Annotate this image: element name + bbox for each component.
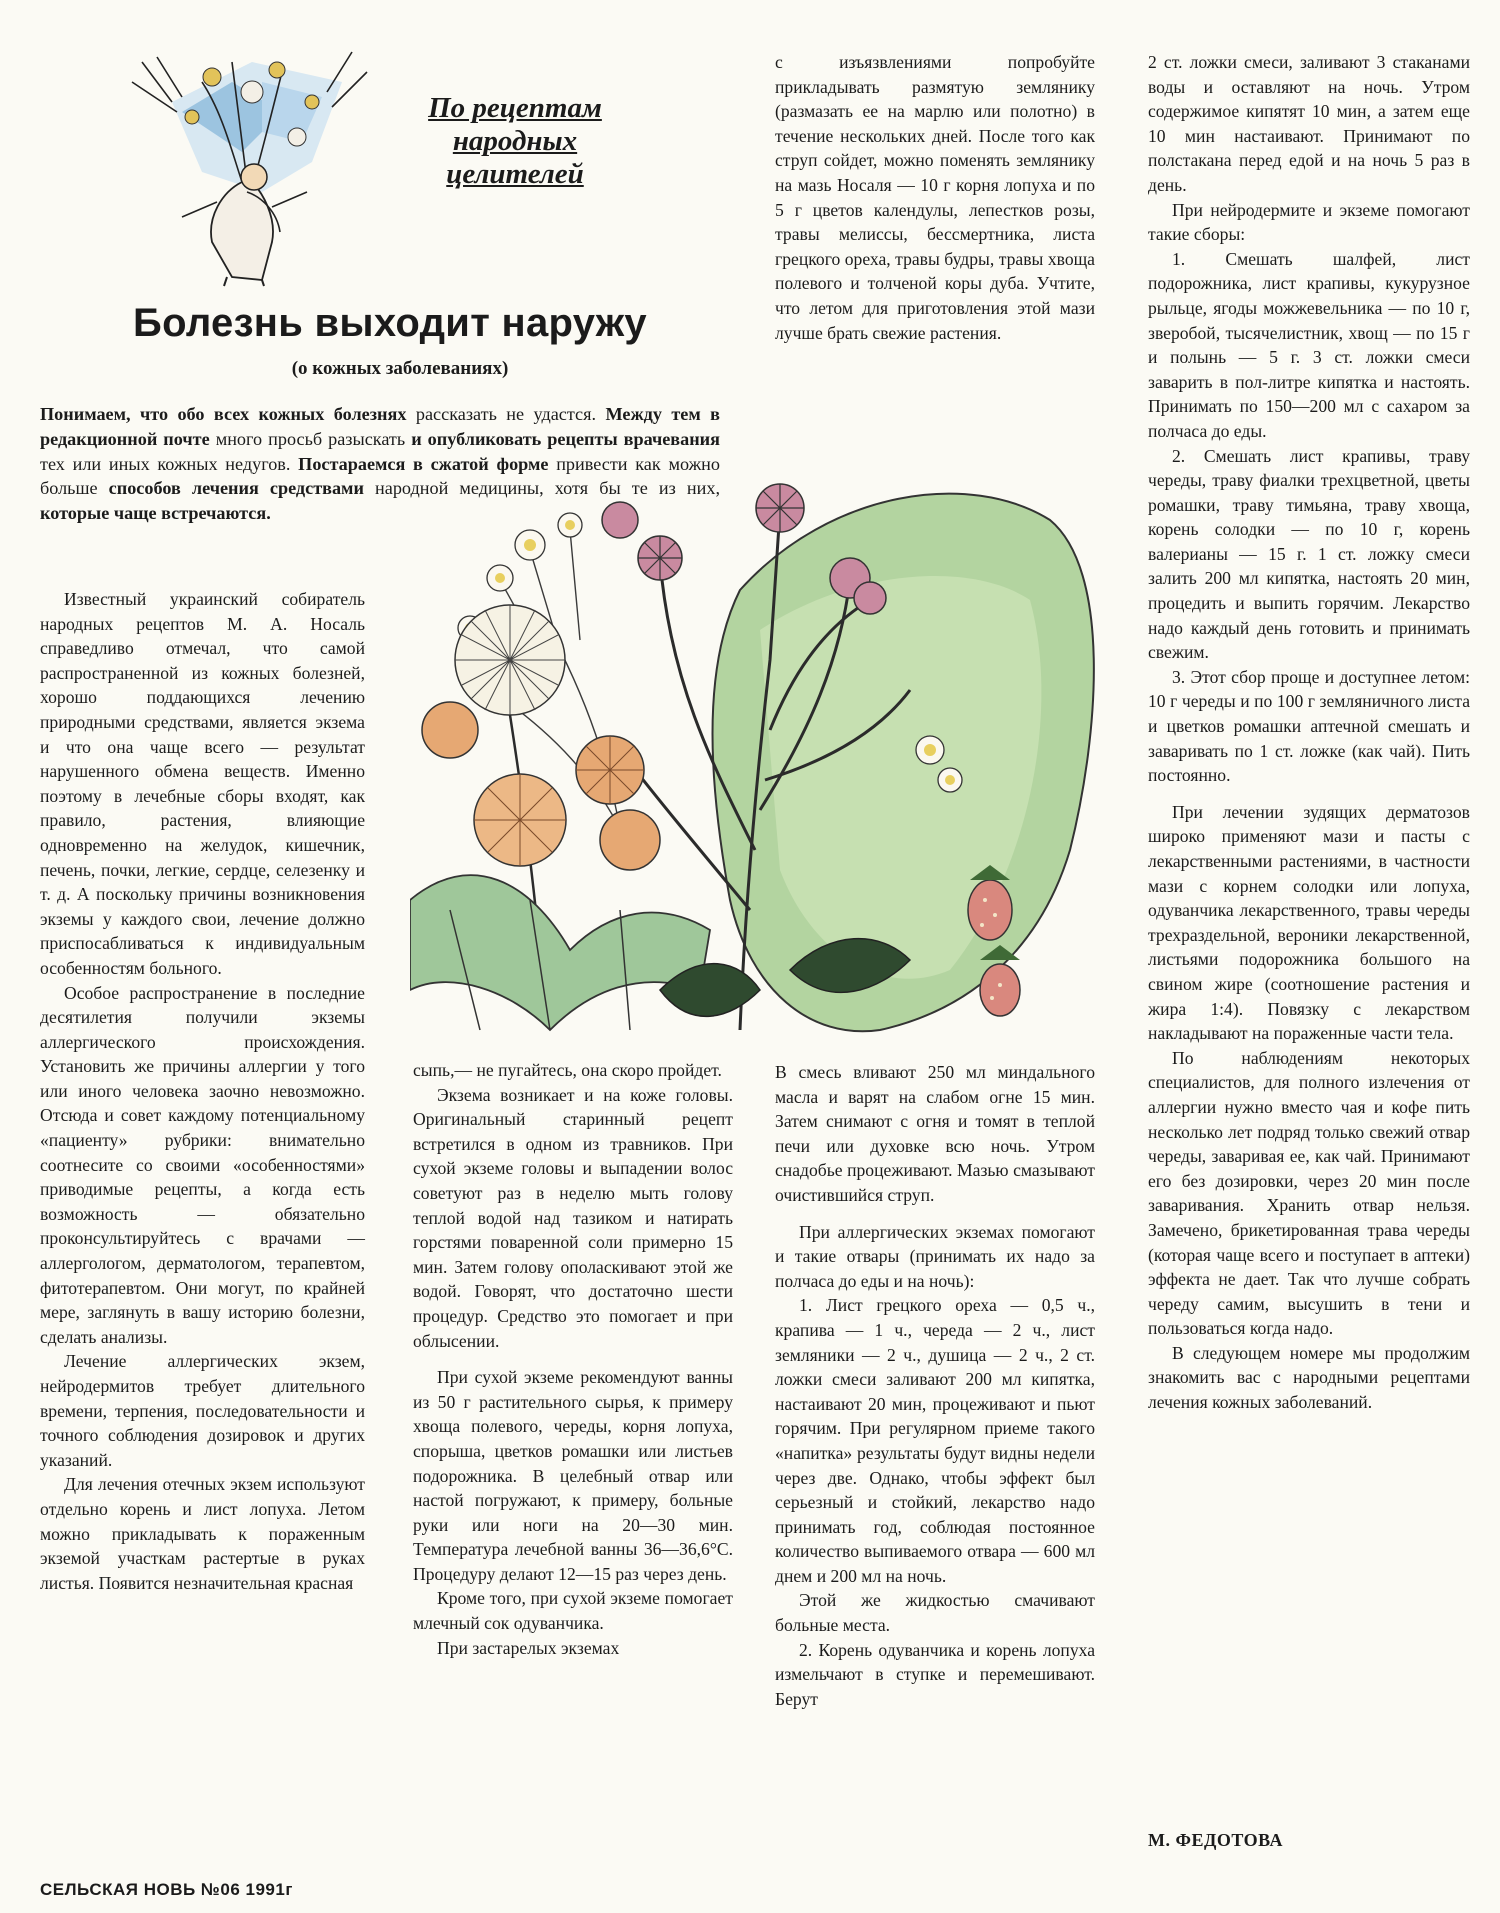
rubric-heading <box>400 92 630 191</box>
col3bot-paragraph-5: 2. Корень одуванчика и корень лопуха измельчают в ступке и перемешивают. Берут <box>775 1639 1095 1709</box>
col4-paragraph-8: В следующем номере мы продолжим знакомить вас с народными рецептами лечения кожных заболеваний. <box>1148 1342 1470 1413</box>
column-3-top <box>775 50 1095 345</box>
col4-paragraph-7: По наблюдениям некоторых специалистов, для полного излечения от аллергии нужно вместо чая и кофе пить несколько лет подряд только свежий отвар череды, заваривая ее, как чай. Принимают его без дозировки, через 20 мин после заваривания. Хранить отвар нельзя. Замечено, брикетированная трава череды (которая чаще всего и поступает в аптеки) эффекта не дает. Так что лучше собрать череду самим, высушить в тени и пользоваться когда надо. <box>1148 1047 1470 1339</box>
col4-paragraph-6: При лечении зудящих дерматозов широко применяют мази и пасты с лекарственными растениями, в частности мази с корнем солодки или лопуха, одуванчика лекарственного, травы череды трехраздельной, вероники лекарственной, листьями подорожника большого на свином жире (соотношение растения и жира 1:4). Повязку с лекарством накладывают на пораженные части тела. <box>1148 801 1470 1044</box>
lead-bold-3: и опубликовать рецепты врачевания <box>411 428 721 449</box>
article-headline: Болезнь выходит наружу <box>133 301 647 345</box>
col3bot-paragraph-2: При аллергических экземах помогают и такие отвары (принимать их надо за полчаса до еды и на ночь): <box>775 1221 1095 1291</box>
col2-paragraph-2: Экзема возникает и на коже головы. Оригинальный старинный рецепт встретился в одном из травников. При сухой экземе головы и выпадении волос советуют раз в неделю мыть голову теплой водой над тазиком и натирать горстями поваренной соли примерно 15 мин. Затем голову ополаскивают этой же водой. Говорят, что достаточно шести процедур. Средство это помогает и при облысении. <box>413 1084 733 1351</box>
col4-paragraph-5: 3. Этот сбор проще и доступнее летом: 10 г череды и по 100 г земляничного листа и цветков ромашки аптечной смешать и заваривать по 1 ст. ложке (как чай). Пить постоянно. <box>1148 666 1470 786</box>
publication-footer: СЕЛЬСКАЯ НОВЬ №06 1991г <box>40 1880 293 1899</box>
lead-bold-5: способов лечения средствами <box>108 478 364 499</box>
lead-text-1: рассказать не удастся. <box>406 404 606 424</box>
col1-paragraph-4: Для лечения отечных экзем используют отдельно корень и лист лопуха. Летом можно прикладывать к пораженным экземой участкам растертые в руках листья. Появится незначительная красная <box>40 1474 365 1593</box>
herbs-illustration <box>410 430 1122 1050</box>
rubric-line-1: По рецептам <box>428 92 602 124</box>
bouquet-illustration <box>112 42 382 287</box>
col3bot-paragraph-3: 1. Лист грецкого ореха — 0,5 ч., крапива — 1 ч., череда — 2 ч., лист земляники — 2 ч., душица — 2 ч., 2 ст. ложки смеси заливают 200 мл кипятка, настаивают 20 мин, процеживают и пьют горячим. При регулярном приеме такого «напитка» результаты будут видны недели через две. Однако, чтобы эффект был серьезный и стойкий, лекарство надо принимать год, соблюдая постоянное количество выпиваемого отвара — 600 мл днем и 200 мл на ночь. <box>775 1295 1095 1586</box>
col4-paragraph-1: 2 ст. ложки смеси, заливают 3 стаканами воды и оставляют на ночь. Утром содержимое кипятят 10 мин, а затем еще 10 мин настаивают. Принимают по полстакана перед едой и на ночь 5 раз в день. <box>1148 52 1470 195</box>
lead-text-2: много просьб разыскать <box>209 428 412 449</box>
lead-bold-2: Между тем в редакционной почте <box>40 404 720 449</box>
col1-paragraph-3: Лечение аллергических экзем, нейродермитов требует длительного времени, терпения, последовательности и точного соблюдения дозировок и других указаний. <box>40 1351 365 1470</box>
col3top-paragraph-1: с изъязвлениями попробуйте прикладывать размятую землянику (размазать ее на марлю или полотно) в течение нескольких дней. После того как струп сойдет, можно поменять землянику на мазь Носаля — 10 г корня лопуха и по 5 г цветов календулы, лепестков розы, травы мелиссы, бессмертника, листа грецкого ореха, травы будры, травы хвоща полевого и толченой коры дуба. Учтите, что летом для приготовления этой мази лучше брать свежие растения. <box>775 52 1095 343</box>
col3bot-paragraph-4: Этой же жидкостью смачивают больные места. <box>775 1590 1095 1636</box>
col2-paragraph-3: При сухой экземе рекомендуют ванны из 50 г растительного сырья, к примеру хвоща полевого, череды, корня лопуха, спорыша, цветков ромашки или листьев подорожника. В целебный отвар или настой погружают, к примеру, больные руки или ноги на 20—30 мин. Температура лечебной ванны 36—36,6°С. Процедуру делают 12—15 раз через день. <box>413 1367 733 1584</box>
rubric-line-3: целителей <box>446 158 584 190</box>
author-byline: М. ФЕДОТОВА <box>1148 1830 1283 1850</box>
lead-text-4: привести как можно больше <box>40 453 720 499</box>
column-3-bottom <box>775 1060 1095 1711</box>
column-1 <box>40 587 365 1595</box>
lead-text-3: тех или иных кожных недугов. <box>40 453 299 474</box>
column-4 <box>1148 50 1470 1415</box>
col1-paragraph-1: Известный украинский собиратель народных рецептов М. А. Носаль справедливо отмечал, что самой распространенной из кожных болезней, хорошо поддающихся лечению природными средствами, является экзема и что она чаще всего — результат нарушенного обмена веществ. Именно поэтому в лечебные сборы входят, как правило, растения, влияющие одновременно на желудок, кишечник, печень, почки, легкие, сердце, селезенку и т. д. А поскольку причины возникновения экземы у каждого свои, лечение должно приспосабливаться к индивидуальным особенностям больного. <box>40 589 365 978</box>
rubric-line-2: народных <box>452 125 578 157</box>
col2-paragraph-5: При застарелых экземах <box>437 1637 620 1658</box>
lead-bold-1: Понимаем, что обо всех кожных болезнях <box>40 404 407 424</box>
col4-paragraph-4: 2. Смешать лист крапивы, траву череды, траву фиалки трехцветной, цветы ромашки, траву тимьяна, траву хвоща, корень солодки — по 10 г, корень валерианы — 15 г. 1 ст. ложку смеси залить 200 мл кипятка, настоять 20 мин, процедить и выпить горячим. Лекарство надо каждый день готовить и принимать свежим. <box>1148 445 1470 663</box>
col3bot-paragraph-1: В смесь вливают 250 мл миндального масла и варят на слабом огне 15 мин. Затем снимают с огня и томят в теплой печи или духовке всю ночь. Утром снадобье процеживают. Мазью смазывают очистившийся струп. <box>775 1062 1095 1205</box>
col4-paragraph-2: При нейродермите и экземе помогают такие сборы: <box>1148 199 1470 245</box>
article-subheadline: (о кожных заболеваниях) <box>291 358 509 379</box>
lead-bold-4: Постараемся в сжатой форме <box>298 453 549 474</box>
col2-paragraph-1: сыпь,— не пугайтесь, она скоро пройдет. <box>413 1060 722 1080</box>
lead-bold-6: которые чаще встречаются. <box>40 503 271 524</box>
column-2 <box>413 1058 733 1660</box>
col4-paragraph-3: 1. Смешать шалфей, лист подорожника, лист крапивы, кукурузное рыльце, ягоды можжевельника — по 10 г, зверобой, тысячелистник, хвощ — по 15 г и полынь — 5 г. 3 ст. ложки смеси заварить в пол-литре кипятка и настоять. Принимать по 150—200 мл с сахаром за полчаса до еды. <box>1148 248 1470 441</box>
lead-text-5: народной медицины, хотя бы те из них, <box>363 478 720 499</box>
col1-paragraph-2: Особое распространение в последние десятилетия получили экземы аллергического происхождения. Установить же причины аллергии у того или иного человека заочно невозможно. Отсюда и совет каждому потенциальному «пациенту» рубрики: внимательно соотнесите со своими «особенностями» приводимые рецепты, а когда есть возможность — обязательно проконсультируйтесь с врачами — аллергологом, дерматологом, терапевтом, фитотерапевтом. Они могут, по крайней мере, заглянуть в вашу историю болезни, сделать анализы. <box>40 982 365 1347</box>
col2-paragraph-4: Кроме того, при сухой экземе помогает млечный сок одуванчика. <box>413 1588 733 1634</box>
